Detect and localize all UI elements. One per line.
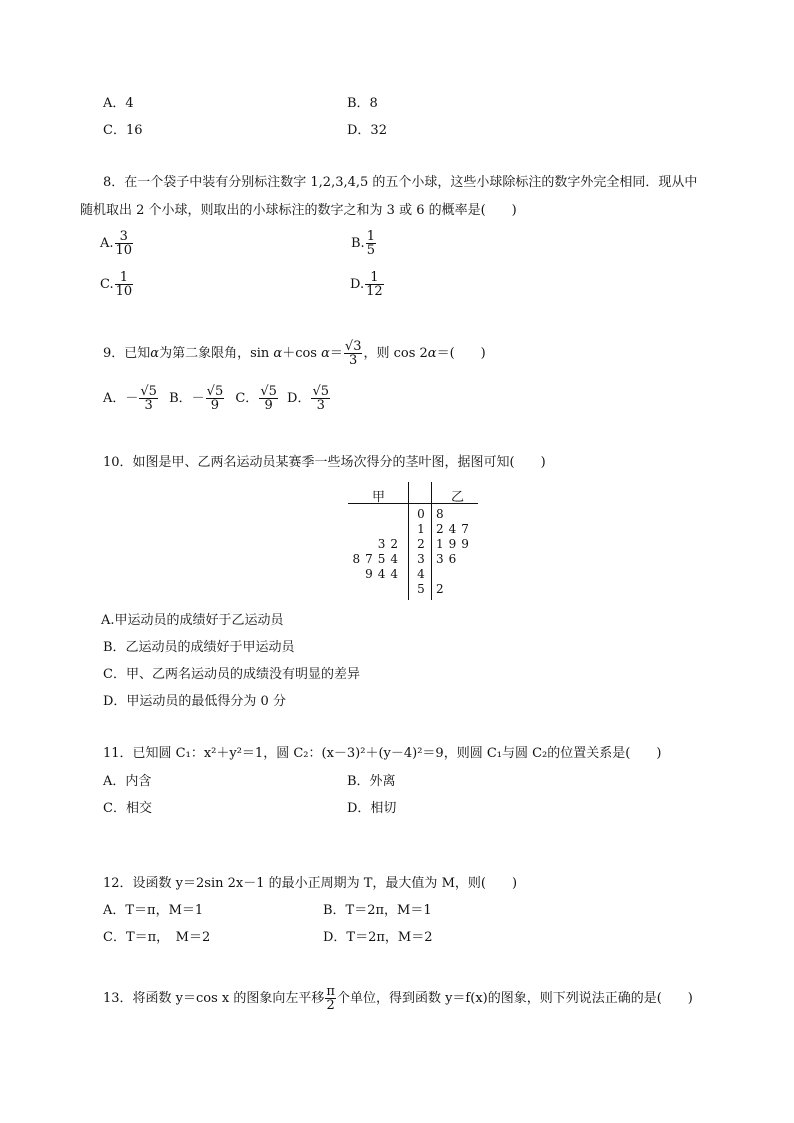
q8-option-b-label: B. (351, 236, 365, 251)
q9-option-d-label: D． (287, 391, 311, 406)
q8-option-c-fraction (115, 271, 134, 298)
stem-leaf-left-header: 甲 (372, 490, 386, 505)
q13-frac-num: π (326, 984, 335, 999)
q8-option-a (100, 230, 134, 257)
stem-leaf-row-5-right: 2 (436, 582, 449, 596)
stem-leaf-row-1-left (343, 522, 403, 536)
q9-option-b-fraction (206, 385, 225, 412)
q11-option-a: A．内含 (103, 774, 152, 789)
q12-option-b: B．T＝2π，M＝1 (323, 903, 432, 918)
stem-leaf-row-2-left: 32 (377, 537, 403, 551)
q8-option-d-label: D. (350, 277, 365, 292)
q9-option-c-num: √5 (260, 384, 277, 399)
stem-leaf-row-4-stem: 4 (417, 567, 425, 581)
q10-option-a: A.甲运动员的成绩好于乙运动员 (101, 613, 284, 628)
q8-option-d-den: 12 (366, 284, 383, 299)
q7-option-c: C．16 (103, 123, 143, 138)
q8-option-b (351, 230, 377, 257)
q9-tail: ，则 cos 2 (363, 346, 428, 361)
q8-option-a-label: A. (100, 236, 114, 251)
q12-text: 12．设函数 y＝2sin 2x－1 的最小正周期为 T，最大值为 M，则( ) (103, 876, 518, 891)
q9-options (103, 385, 331, 412)
q8-option-a-fraction (115, 230, 134, 257)
q9-option-a-num: √5 (140, 384, 157, 399)
q9-option-d-num: √5 (312, 384, 330, 399)
q8-option-a-den: 10 (115, 243, 133, 258)
stem-leaf-row-2-right: 199 (436, 537, 474, 551)
q7-option-d: D．32 (347, 123, 387, 138)
q13-suffix: 个单位，得到函数 y＝f(x)的图象，则下列说法正确的是( ) (336, 991, 693, 1006)
q13-text (103, 985, 693, 1012)
q9-option-d-fraction (311, 385, 330, 412)
q9-option-b-num: √5 (206, 384, 224, 399)
q8-option-c (100, 271, 134, 298)
stem-leaf-right-header: 乙 (451, 490, 465, 505)
q9-end: ＝( ) (436, 346, 486, 361)
stem-leaf-row-2-stem: 2 (417, 537, 425, 551)
q13-fraction (325, 985, 336, 1012)
q9-prefix: 9．已知 (103, 346, 151, 361)
stem-leaf-header-divider (348, 503, 478, 504)
q9-alpha-2: α (273, 346, 283, 361)
q12-option-a: A．T＝π，M＝1 (103, 903, 204, 918)
stem-leaf-row-5-left (343, 582, 403, 596)
q9-option-d-den: 3 (316, 398, 325, 413)
q8-text-line1: 8．在一个袋子中装有分别标注数字 1,2,3,4,5 的五个小球，这些小球除标注的数字外完全相同．现从中 (103, 175, 698, 190)
q8-option-c-num: 1 (115, 271, 134, 285)
q8-option-d (350, 271, 385, 298)
q8-option-b-num: 1 (366, 229, 375, 244)
q8-option-b-fraction (366, 230, 376, 257)
q11-option-d: D．相切 (347, 801, 397, 816)
q9-text (103, 340, 486, 367)
q8-text-line2: 随机取出 2 个小球，则取出的小球标注的数字之和为 3 或 6 的概率是( ) (80, 203, 517, 218)
q9-alpha-3: α (321, 346, 330, 361)
stem-leaf-row-1-right: 247 (436, 522, 474, 536)
q9-option-c-fraction (259, 385, 278, 412)
q10-option-b: B．乙运动员的成绩好于甲运动员 (103, 640, 295, 655)
stem-leaf-row-0-left (343, 507, 403, 521)
stem-leaf-left-divider (408, 482, 409, 600)
q9-mid1: 为第二象限角，sin (159, 346, 270, 361)
q12-option-d: D．T＝2π，M＝2 (323, 930, 433, 945)
q9-frac-num: √3 (344, 339, 362, 354)
q9-option-a-fraction (139, 385, 158, 412)
q13-prefix: 13．将函数 y＝cos x 的图象向左平移 (103, 991, 325, 1006)
q10-option-d: D．甲运动员的最低得分为 0 分 (103, 694, 286, 709)
q8-option-d-num: 1 (365, 271, 384, 285)
stem-leaf-row-0-right: 8 (436, 507, 449, 521)
q12-option-c: C．T＝π， M＝2 (103, 930, 211, 945)
q8-option-d-fraction (365, 271, 384, 298)
stem-leaf-right-divider (431, 482, 432, 600)
stem-leaf-row-4-right (436, 567, 486, 581)
q8-option-c-den: 10 (115, 284, 133, 299)
q9-option-c-den: 9 (264, 398, 273, 413)
stem-leaf-row-3-stem: 3 (417, 552, 425, 566)
q11-text: 11．已知圆 C₁：x²＋y²＝1，圆 C₂：(x－3)²＋(y－4)²＝9，则圆 C₁与圆 C₂的位置关系是( ) (103, 746, 662, 761)
q9-option-b-den: 9 (210, 398, 220, 413)
q10-text: 10．如图是甲、乙两名运动员某赛季一些场次得分的茎叶图，据图可知( ) (103, 455, 546, 470)
q9-option-b-label: B．－ (169, 391, 205, 406)
stem-leaf-row-1-stem: 1 (417, 522, 425, 536)
q13-frac-den: 2 (326, 998, 335, 1013)
q8-option-c-label: C. (100, 277, 114, 292)
q9-plus: ＋cos (282, 346, 317, 361)
q9-option-a-label: A．－ (103, 391, 139, 406)
stem-leaf-row-3-left: 8754 (352, 552, 403, 566)
q8-option-b-den: 5 (366, 243, 375, 258)
q9-option-c-label: C． (235, 391, 259, 406)
stem-leaf-row-5-stem: 5 (417, 582, 425, 596)
q8-option-a-num: 3 (115, 230, 134, 244)
q10-option-c: C．甲、乙两名运动员的成绩没有明显的差异 (103, 667, 360, 682)
q7-option-a: A．4 (103, 96, 134, 111)
q9-frac-den: 3 (349, 353, 358, 368)
q11-option-c: C．相交 (103, 801, 152, 816)
q9-alpha-4: α (427, 346, 437, 361)
q9-alpha-1: α (150, 346, 160, 361)
q9-option-a-den: 3 (144, 398, 153, 413)
q9-fraction (344, 340, 363, 367)
q9-eq: ＝ (329, 346, 343, 361)
stem-leaf-row-0-stem: 0 (417, 507, 425, 521)
q11-option-b: B．外离 (347, 774, 396, 789)
stem-leaf-row-4-left: 944 (365, 567, 403, 581)
stem-leaf-table (340, 480, 485, 605)
q7-option-b: B．8 (347, 96, 378, 111)
stem-leaf-row-3-right: 36 (436, 552, 462, 566)
